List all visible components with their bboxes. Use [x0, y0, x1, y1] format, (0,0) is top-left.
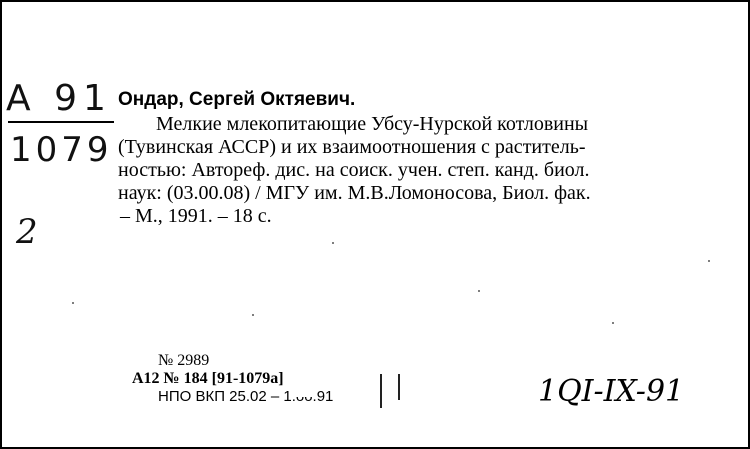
bibliographic-entry [118, 88, 714, 228]
shelf-mark-bottom: 1079 [10, 130, 113, 170]
entry-line: наук: (03.00.08) / МГУ им. М.В.Ломоносова, Биол. фак. [118, 182, 591, 204]
entry-line: – М., 1991. – 18 с. [120, 205, 272, 227]
shelf-mark-top: A 91 [6, 78, 112, 119]
speck [252, 314, 254, 316]
card-number: № 2989 [158, 352, 210, 369]
printer-info: НПО ВКП 25.02 – 1.ᴗᴗ.91 [158, 388, 334, 405]
card-code: А12 № 184 [91-1079а] [132, 370, 284, 387]
entry-line: ностью: Автореф. дис. на соиск. учен. степ. канд. биол. [118, 159, 590, 181]
handwritten-signature: 1QI-IX-91 [538, 374, 685, 409]
tick-mark [398, 374, 400, 400]
bracket-mark [372, 374, 382, 408]
speck [478, 290, 480, 292]
speck [332, 242, 334, 244]
speck [612, 322, 614, 324]
shelf-mark-divider [8, 121, 114, 123]
speck [72, 302, 74, 304]
copy-number: 2 [16, 212, 38, 252]
speck [708, 260, 710, 262]
card-metadata [132, 352, 333, 406]
author-name: Ондар, Сергей Октяевич. [118, 89, 356, 110]
entry-line: (Тувинская АССР) и их взаимоотношения с раститель- [118, 136, 586, 158]
entry-line: Мелкие млекопитающие Убсу-Нурской котловины [156, 113, 589, 135]
